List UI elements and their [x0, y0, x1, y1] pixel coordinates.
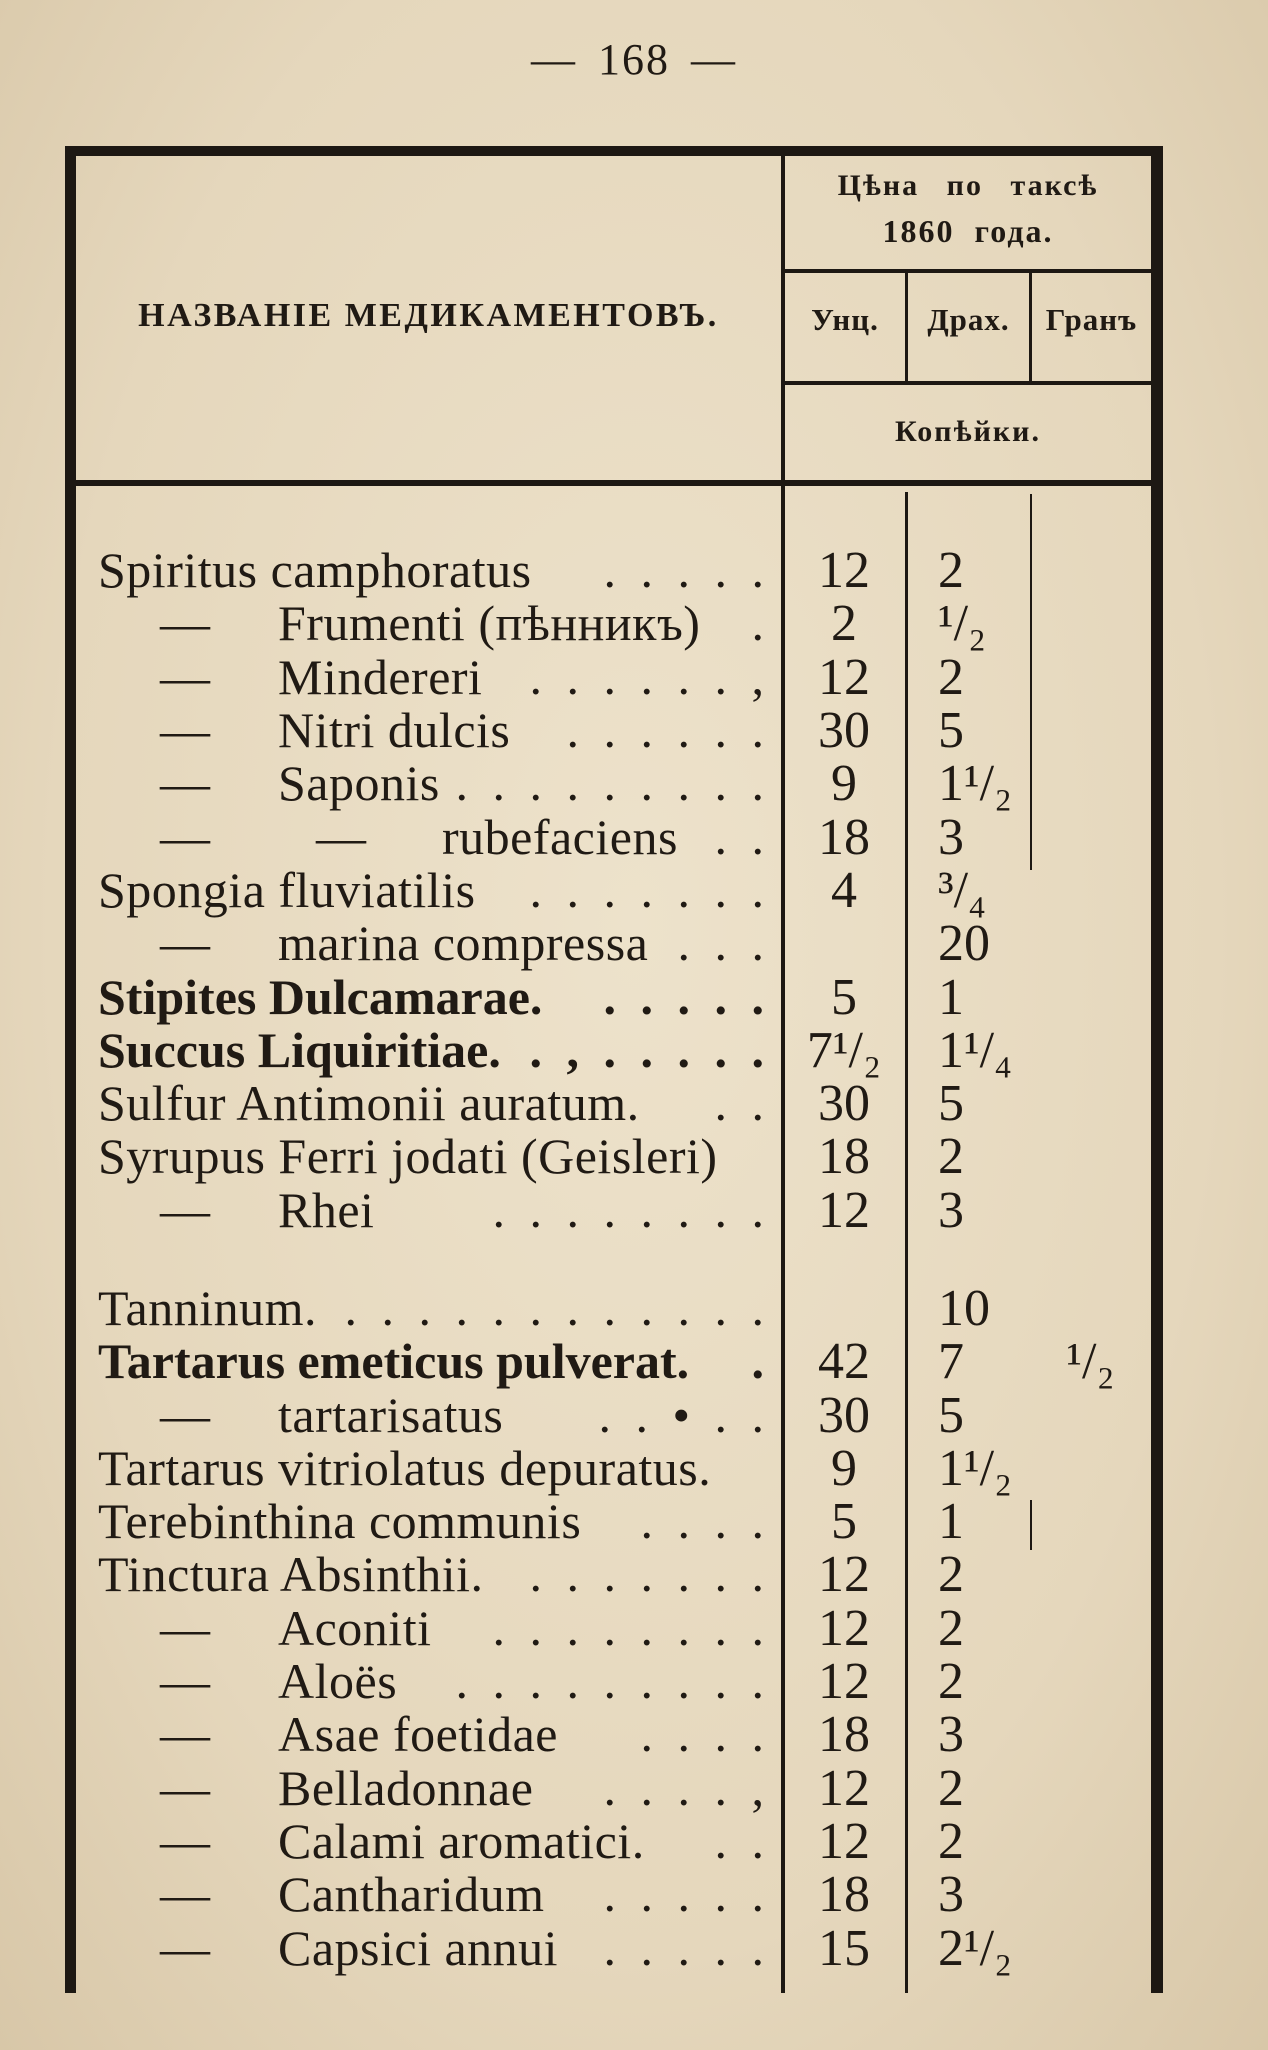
leader-dots: . — [751, 1333, 770, 1390]
price-per-drachm: 1¹/₄ — [938, 1021, 1013, 1079]
table-row — [76, 1282, 1151, 1335]
leader-dots: . . . . — [640, 1706, 770, 1763]
price-title-underline — [785, 269, 1151, 273]
leader-dots: . . . . . . . . . — [455, 1653, 770, 1710]
leader-dots: . . • . . — [598, 1386, 770, 1443]
medicament-name-cell — [76, 1335, 782, 1388]
price-per-ounce: 12 — [818, 1812, 870, 1870]
ditto-dash: — — [160, 1181, 210, 1238]
medicament-name-cell — [76, 1812, 782, 1869]
price-per-ounce: 15 — [818, 1919, 870, 1977]
price-per-drachm: ¹/₂ — [938, 595, 987, 653]
leader-dots: . . . . . . . . — [492, 1181, 770, 1238]
price-per-drachm: 2 — [938, 1759, 964, 1817]
medicament-name-cell — [76, 704, 782, 757]
price-per-drachm: 3 — [938, 1706, 964, 1764]
medicament-name-cell — [76, 1181, 782, 1238]
leader-dots: . . . . , — [603, 1759, 770, 1816]
ditto-dash: — — [160, 1919, 210, 1976]
table-row — [76, 968, 1151, 1026]
medicament-name: Calami aromatici. — [278, 1812, 645, 1869]
table-row — [76, 1812, 1151, 1870]
price-per-ounce: 42 — [818, 1333, 870, 1391]
price-per-drachm: 5 — [938, 1075, 964, 1133]
grain-heading: Гранъ — [1045, 302, 1138, 337]
ditto-dash: — — [160, 1706, 210, 1763]
price-per-ounce: 12 — [818, 1759, 870, 1817]
table-row — [76, 1599, 1151, 1657]
price-per-drachm: 5 — [938, 1386, 964, 1444]
ounce-heading: Унц. — [811, 302, 879, 337]
ditto-dash: — — [160, 1759, 210, 1816]
leader-dots: . . . . . . . — [529, 1546, 770, 1603]
table-row — [76, 1021, 1151, 1079]
header-bottom-rule — [76, 480, 1151, 486]
table-row — [76, 1653, 1151, 1711]
table-row — [76, 1706, 1151, 1764]
table-row — [76, 1439, 1151, 1497]
leader-dots: . . . . . . . . . . . . — [344, 1280, 770, 1336]
table-row — [76, 1493, 1151, 1551]
leader-dots: . . . . . — [603, 1866, 770, 1923]
medicament-name-cell — [76, 1548, 782, 1601]
ditto-dash: — — [160, 1812, 210, 1869]
units-underline — [785, 381, 1151, 385]
price-per-drachm: 2 — [938, 1599, 964, 1657]
leader-dots: . . . . . — [603, 542, 770, 599]
price-per-drachm: 2 — [938, 1546, 964, 1604]
leader-dots: . . . . . . . . — [492, 1599, 770, 1656]
medicament-name-cell — [76, 1495, 782, 1548]
table-row — [76, 915, 1151, 973]
price-per-drachm: ³/₄ — [938, 861, 987, 919]
leader-dots: . . — [714, 808, 770, 865]
medicament-name-cell — [76, 861, 782, 918]
medicament-name-cell — [76, 544, 782, 597]
ditto-dash: — — [160, 1599, 210, 1656]
medicament-name-cell — [76, 597, 782, 650]
table-row — [76, 1919, 1151, 1977]
medicament-name-cell — [76, 1021, 782, 1078]
table-row — [76, 1546, 1151, 1604]
frame-right-border — [1151, 146, 1163, 1993]
medicament-name-cell — [76, 1386, 782, 1443]
price-per-drachm: 1 — [938, 968, 964, 1026]
table-row — [76, 1075, 1151, 1133]
frame-top-border — [65, 146, 1163, 156]
medicament-name: Spongia fluviatilis — [98, 861, 476, 918]
table-row — [76, 1333, 1151, 1391]
medicament-name-cell — [76, 1599, 782, 1656]
medicament-name: Tanninum. — [98, 1280, 318, 1336]
medicament-name-cell — [76, 1868, 782, 1921]
medicament-name: Stipites Dulcamarae. — [98, 968, 543, 1025]
table-row — [76, 861, 1151, 919]
medicament-name-cell — [76, 1077, 782, 1130]
medicament-name: Saponis — [278, 755, 440, 812]
medicament-name-cell — [76, 1708, 782, 1761]
medicament-name-cell — [76, 1655, 782, 1708]
price-per-drachm: 20 — [938, 915, 990, 973]
medicament-name: Asae foetidae — [278, 1706, 558, 1763]
medicament-name-cell — [76, 1130, 782, 1183]
table-row — [76, 808, 1151, 866]
price-per-ounce: 12 — [818, 1653, 870, 1711]
price-per-ounce: 18 — [818, 1128, 870, 1186]
leader-dots: . . . . . — [603, 968, 770, 1025]
medicament-name: Tartarus vitriolatus depuratus. — [98, 1439, 712, 1496]
table-row — [76, 648, 1151, 706]
medicament-name: Frumenti (пѣнникъ) — [278, 595, 701, 652]
price-per-grain: ¹/₂ — [1066, 1333, 1115, 1391]
ditto-dash: — — [160, 1653, 210, 1710]
medicament-name-cell — [76, 917, 782, 970]
frame-left-border — [65, 146, 76, 1993]
currency-heading: Копѣйки. — [895, 415, 1041, 448]
medicament-name-cell — [76, 1282, 782, 1335]
price-per-ounce: 18 — [818, 1706, 870, 1764]
price-per-ounce: 12 — [818, 648, 870, 706]
medicament-name: Aloës — [278, 1653, 398, 1710]
price-per-drachm: 2 — [938, 648, 964, 706]
price-per-drachm: 3 — [938, 1181, 964, 1239]
leader-dots: . . . . . — [603, 1919, 770, 1976]
medicament-name: Rhei — [278, 1181, 375, 1238]
price-per-drachm: 2 — [938, 1128, 964, 1186]
table-row — [76, 702, 1151, 760]
price-per-ounce: 5 — [831, 968, 857, 1026]
price-per-ounce: 9 — [831, 755, 857, 813]
drachm-heading: Драх. — [927, 302, 1010, 337]
price-per-ounce: 18 — [818, 1866, 870, 1924]
leader-dots: . — [751, 595, 770, 652]
entry-group — [76, 544, 1151, 1237]
price-per-ounce: 9 — [831, 1439, 857, 1497]
medicament-name-cell — [76, 757, 782, 810]
medicament-name-cell — [76, 1919, 782, 1976]
medicament-name-cell — [76, 1439, 782, 1496]
leader-dots: . . . . . . , — [529, 648, 770, 705]
medicament-name: Aconiti — [278, 1599, 432, 1656]
price-per-ounce: 7¹/₂ — [806, 1021, 882, 1079]
leader-dots: . . — [714, 1812, 770, 1869]
medicament-name-heading: НАЗВАНІЕ МЕДИКАМЕНТОВЪ. — [138, 297, 719, 334]
price-table-body — [76, 544, 1151, 1975]
medicament-name: Spiritus camphoratus — [98, 542, 532, 599]
table-row — [76, 1866, 1151, 1924]
medicament-name: Capsici annui — [278, 1919, 559, 1976]
leader-dots: . . . . . . — [566, 702, 770, 759]
leader-dots: . . — [714, 1075, 770, 1132]
medicament-name: Tinctura Absinthii. — [98, 1546, 484, 1603]
price-per-ounce: 2 — [831, 595, 857, 653]
price-per-ounce: 18 — [818, 808, 870, 866]
ditto-dash: — — [160, 1386, 210, 1443]
price-per-drachm: 1¹/₂ — [938, 755, 1013, 813]
price-per-ounce: 12 — [818, 542, 870, 600]
price-per-ounce: 30 — [818, 702, 870, 760]
price-per-drachm: 10 — [938, 1280, 990, 1337]
medicament-name: Syrupus Ferri jodati (Geisleri) — [98, 1128, 718, 1185]
price-per-ounce: 30 — [818, 1075, 870, 1133]
ditto-dash: — — [160, 595, 210, 652]
page-number: — 168 — — [531, 35, 737, 84]
price-per-ounce: 12 — [818, 1546, 870, 1604]
price-per-drachm: 1 — [938, 1493, 964, 1551]
medicament-name-cell — [76, 808, 782, 865]
leader-dots: . , . . . . . — [529, 1021, 770, 1078]
price-per-drachm: 2 — [938, 1653, 964, 1711]
medicament-name: tartarisatus — [278, 1386, 504, 1443]
leader-dots: . . . . . . . . . — [455, 755, 770, 812]
medicament-name: Belladonnae — [278, 1759, 534, 1816]
price-per-drachm: 7 — [938, 1333, 964, 1391]
ditto-dash: — — [160, 808, 210, 865]
leader-dots: . . . . — [640, 1493, 770, 1550]
price-per-drachm: 3 — [938, 1866, 964, 1924]
price-per-ounce: 12 — [818, 1181, 870, 1239]
price-per-ounce: 4 — [831, 861, 857, 919]
price-per-drachm: 3 — [938, 808, 964, 866]
price-per-drachm: 5 — [938, 702, 964, 760]
entry-group — [76, 1282, 1151, 1975]
price-per-ounce: 30 — [818, 1386, 870, 1444]
price-heading-line2: 1860 года. — [882, 213, 1054, 249]
price-per-ounce: 12 — [818, 1599, 870, 1657]
table-row — [76, 1386, 1151, 1444]
price-heading-line1: Цѣна по таксѣ — [837, 169, 1099, 202]
leader-dots: . . . . . . . — [529, 861, 770, 918]
medicament-name-cell — [76, 648, 782, 705]
price-per-drachm: 2 — [938, 1812, 964, 1870]
medicament-name-cell — [76, 1759, 782, 1816]
ditto-dash: — — [160, 702, 210, 759]
medicament-name: Cantharidum — [278, 1866, 545, 1923]
table-row — [76, 595, 1151, 653]
leader-dots: . . . — [677, 915, 770, 972]
table-row — [76, 542, 1151, 600]
medicament-name: marina compressa — [278, 915, 649, 972]
price-per-drachm: 1¹/₂ — [938, 1439, 1013, 1497]
ditto-dash: — — [160, 915, 210, 972]
medicament-name: Nitri dulcis — [278, 702, 511, 759]
medicament-name: Tartarus emeticus pulverat. — [98, 1333, 690, 1390]
table-row — [76, 1128, 1151, 1186]
table-row — [76, 755, 1151, 813]
ditto-dash: — — [160, 648, 210, 705]
medicament-name: Terebinthina communis — [98, 1493, 582, 1550]
price-per-drachm: 2¹/₂ — [938, 1919, 1013, 1977]
table-row — [76, 1759, 1151, 1817]
price-per-drachm: 2 — [938, 542, 964, 600]
ditto-dash: — — [160, 755, 210, 812]
ditto-dash: — — [160, 1866, 210, 1923]
ditto-dash: — — [316, 808, 366, 865]
medicament-name: Mindereri — [278, 648, 483, 705]
price-per-ounce: 5 — [831, 1493, 857, 1551]
medicament-name: rubefaciens — [442, 808, 678, 865]
medicament-name-cell — [76, 968, 782, 1025]
table-row — [76, 1181, 1151, 1239]
medicament-name: Succus Liquiritiae. — [98, 1021, 501, 1078]
medicament-name: Sulfur Antimonii auratum. — [98, 1075, 640, 1132]
